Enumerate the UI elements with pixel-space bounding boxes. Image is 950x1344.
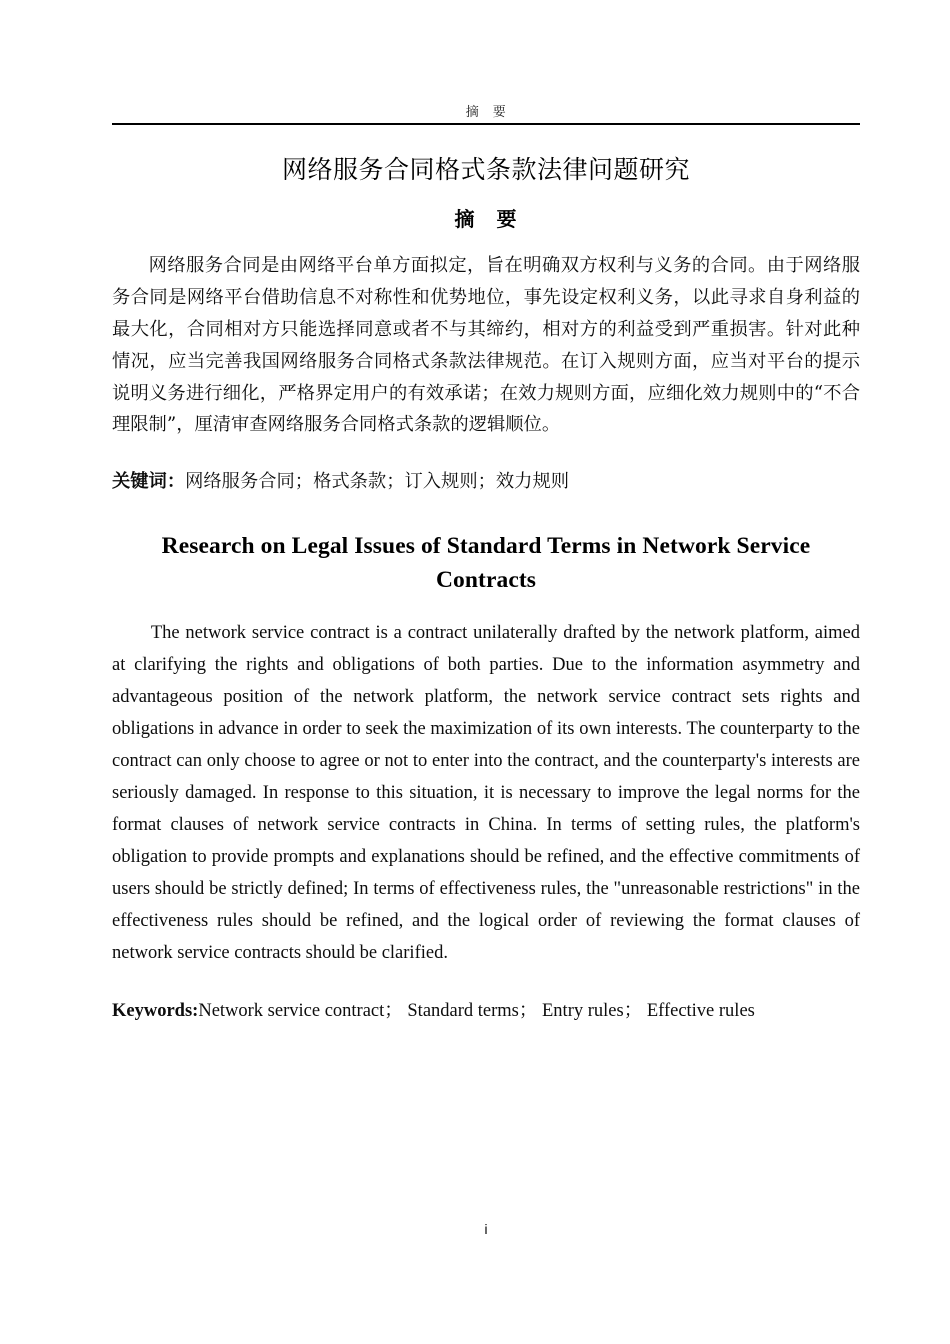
page-footer bbox=[112, 1222, 860, 1238]
document-content bbox=[112, 140, 860, 1044]
running-header bbox=[112, 104, 860, 125]
chinese-abstract-heading: 摘 要 bbox=[454, 206, 518, 231]
english-title: Research on Legal Issues of Standard Terms in Network Service Contracts bbox=[161, 533, 811, 594]
english-keywords bbox=[112, 996, 860, 1026]
english-keywords-value: Network service contract； Standard terms； Entry rules； Effective rules bbox=[198, 1000, 755, 1021]
header-divider bbox=[112, 123, 860, 125]
chinese-title: 网络服务合同格式条款法律问题研究 bbox=[281, 155, 690, 184]
chinese-keywords bbox=[112, 467, 860, 497]
english-keywords-label: Keywords: bbox=[112, 1000, 199, 1021]
running-header-text: 摘 要 bbox=[465, 104, 507, 119]
english-abstract-body: The network service contract is a contract unilaterally drafted by the network platform, aimed at clarifying the rights and obligations of both parties. Due to the information asymmetry and advantageous position of the network platform, the network service contract sets rights and obligations in advance in order to seek the maximization of its own interests. The counterparty to the contract can only choose to agree or not to enter into the contract, and the counterparty's interests are seriously damaged. In response to this situation, it is necessary to improve the legal norms for the format clauses of network service contracts in China. In terms of setting rules, the platform's obligation to provide prompts and explanations should be refined, and the effective commitments of users should be strictly defined; In terms of effectiveness rules, the "unreasonable restrictions" in the effectiveness rules should be refined, and the logical order of reviewing the format clauses of network service contracts should be clarified. bbox=[112, 622, 860, 963]
chinese-keywords-label: 关键词： bbox=[112, 471, 186, 493]
chinese-keywords-value: 网络服务合同；格式条款；订入规则；效力规则 bbox=[185, 471, 570, 493]
chinese-abstract-body: 网络服务合同是由网络平台单方面拟定，旨在明确双方权利与义务的合同。由于网络服务合同是网络平台借助信息不对称性和优势地位，事先设定权利义务，以此寻求自身利益的最大化，合同相对方只能选择同意或者不与其缔约，相对方的利益受到严重损害。针对此种情况，应当完善我国网络服务合同格式条款法律规范。在订入规则方面，应当对平台的提示说明义务进行细化，严格界定用户的有效承诺；在效力规则方面，应细化效力规则中的“不合理限制”，厘清审查网络服务合同格式条款的逻辑顺位。 bbox=[112, 255, 860, 436]
page-number: i bbox=[484, 1222, 488, 1237]
